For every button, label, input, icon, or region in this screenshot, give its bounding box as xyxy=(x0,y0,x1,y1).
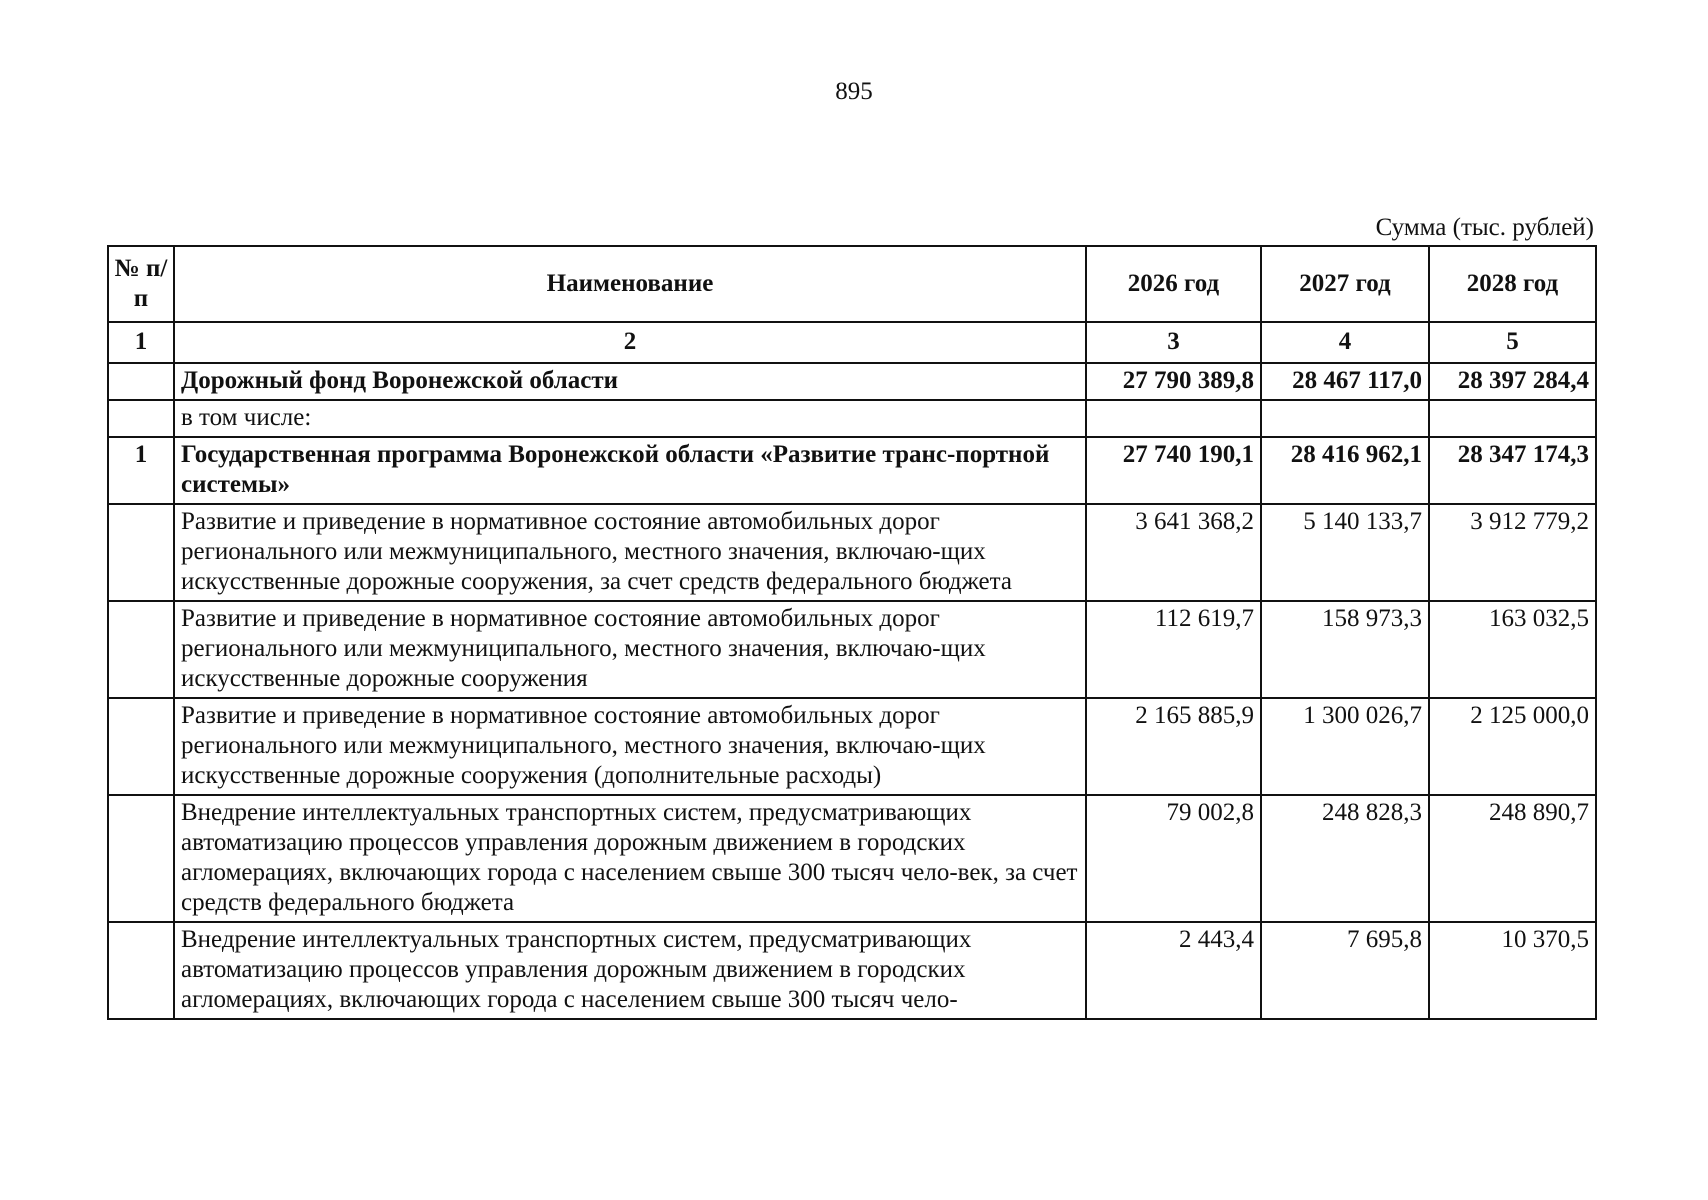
value-2026-cell: 27 740 190,1 xyxy=(1086,437,1261,504)
value-2026-cell: 2 443,4 xyxy=(1086,922,1261,1019)
row-name-cell: Дорожный фонд Воронежской области xyxy=(174,363,1086,400)
column-number: 1 xyxy=(108,322,174,363)
table-row xyxy=(108,504,1596,601)
row-number-cell xyxy=(108,400,174,437)
row-number-cell xyxy=(108,795,174,922)
table-row xyxy=(108,698,1596,795)
header-num: № п/п xyxy=(108,246,174,322)
table-row xyxy=(108,601,1596,698)
row-name-cell: Развитие и приведение в нормативное состояние автомобильных дорог регионального или межмуниципального, местного значения, включаю-щих искусственные дорожные сооружения, за счет средств федерального бюджета xyxy=(174,504,1086,601)
table-row xyxy=(108,363,1596,400)
value-2027-cell: 1 300 026,7 xyxy=(1261,698,1429,795)
value-2026-cell: 2 165 885,9 xyxy=(1086,698,1261,795)
row-name-cell: Развитие и приведение в нормативное состояние автомобильных дорог регионального или межмуниципального, местного значения, включаю-щих искусственные дорожные сооружения xyxy=(174,601,1086,698)
header-2026: 2026 год xyxy=(1086,246,1261,322)
value-2027-cell: 248 828,3 xyxy=(1261,795,1429,922)
value-2026-cell xyxy=(1086,400,1261,437)
row-number-cell xyxy=(108,698,174,795)
value-2027-cell xyxy=(1261,400,1429,437)
table-row xyxy=(108,795,1596,922)
row-name-cell: Внедрение интеллектуальных транспортных систем, предусматривающих автоматизацию процессов управления дорожным движением в городских агломерациях, включающих города с населением свыше 300 тысяч чело-век, за счет средств федерального бюджета xyxy=(174,795,1086,922)
value-2027-cell: 28 416 962,1 xyxy=(1261,437,1429,504)
value-2027-cell: 158 973,3 xyxy=(1261,601,1429,698)
value-2026-cell: 79 002,8 xyxy=(1086,795,1261,922)
value-2028-cell: 10 370,5 xyxy=(1429,922,1596,1019)
value-2028-cell: 28 397 284,4 xyxy=(1429,363,1596,400)
value-2026-cell: 112 619,7 xyxy=(1086,601,1261,698)
row-name-cell: в том числе: xyxy=(174,400,1086,437)
value-2028-cell xyxy=(1429,400,1596,437)
column-number: 3 xyxy=(1086,322,1261,363)
column-number: 2 xyxy=(174,322,1086,363)
column-number-row xyxy=(108,322,1596,363)
value-2028-cell: 28 347 174,3 xyxy=(1429,437,1596,504)
header-name: Наименование xyxy=(174,246,1086,322)
table-row xyxy=(108,400,1596,437)
column-number: 5 xyxy=(1429,322,1596,363)
value-2027-cell: 28 467 117,0 xyxy=(1261,363,1429,400)
units-caption: Сумма (тыс. рублей) xyxy=(1375,214,1594,241)
row-name-cell: Внедрение интеллектуальных транспортных систем, предусматривающих автоматизацию процессов управления дорожным движением в городских агломерациях, включающих города с населением свыше 300 тысяч чело- xyxy=(174,922,1086,1019)
row-name-cell: Развитие и приведение в нормативное состояние автомобильных дорог регионального или межмуниципального, местного значения, включаю-щих искусственные дорожные сооружения (дополнительные расходы) xyxy=(174,698,1086,795)
row-name-cell: Государственная программа Воронежской области «Развитие транс-портной системы» xyxy=(174,437,1086,504)
row-number-cell: 1 xyxy=(108,437,174,504)
table-row xyxy=(108,437,1596,504)
value-2028-cell: 2 125 000,0 xyxy=(1429,698,1596,795)
row-number-cell xyxy=(108,504,174,601)
value-2028-cell: 248 890,7 xyxy=(1429,795,1596,922)
header-row xyxy=(108,246,1596,322)
row-number-cell xyxy=(108,601,174,698)
value-2027-cell: 5 140 133,7 xyxy=(1261,504,1429,601)
value-2027-cell: 7 695,8 xyxy=(1261,922,1429,1019)
row-number-cell xyxy=(108,922,174,1019)
budget-table xyxy=(107,245,1597,1020)
header-2027: 2027 год xyxy=(1261,246,1429,322)
value-2026-cell: 27 790 389,8 xyxy=(1086,363,1261,400)
header-2028: 2028 год xyxy=(1429,246,1596,322)
page-number: 895 xyxy=(835,78,873,105)
row-number-cell xyxy=(108,363,174,400)
value-2026-cell: 3 641 368,2 xyxy=(1086,504,1261,601)
table-row xyxy=(108,922,1596,1019)
column-number: 4 xyxy=(1261,322,1429,363)
value-2028-cell: 163 032,5 xyxy=(1429,601,1596,698)
value-2028-cell: 3 912 779,2 xyxy=(1429,504,1596,601)
